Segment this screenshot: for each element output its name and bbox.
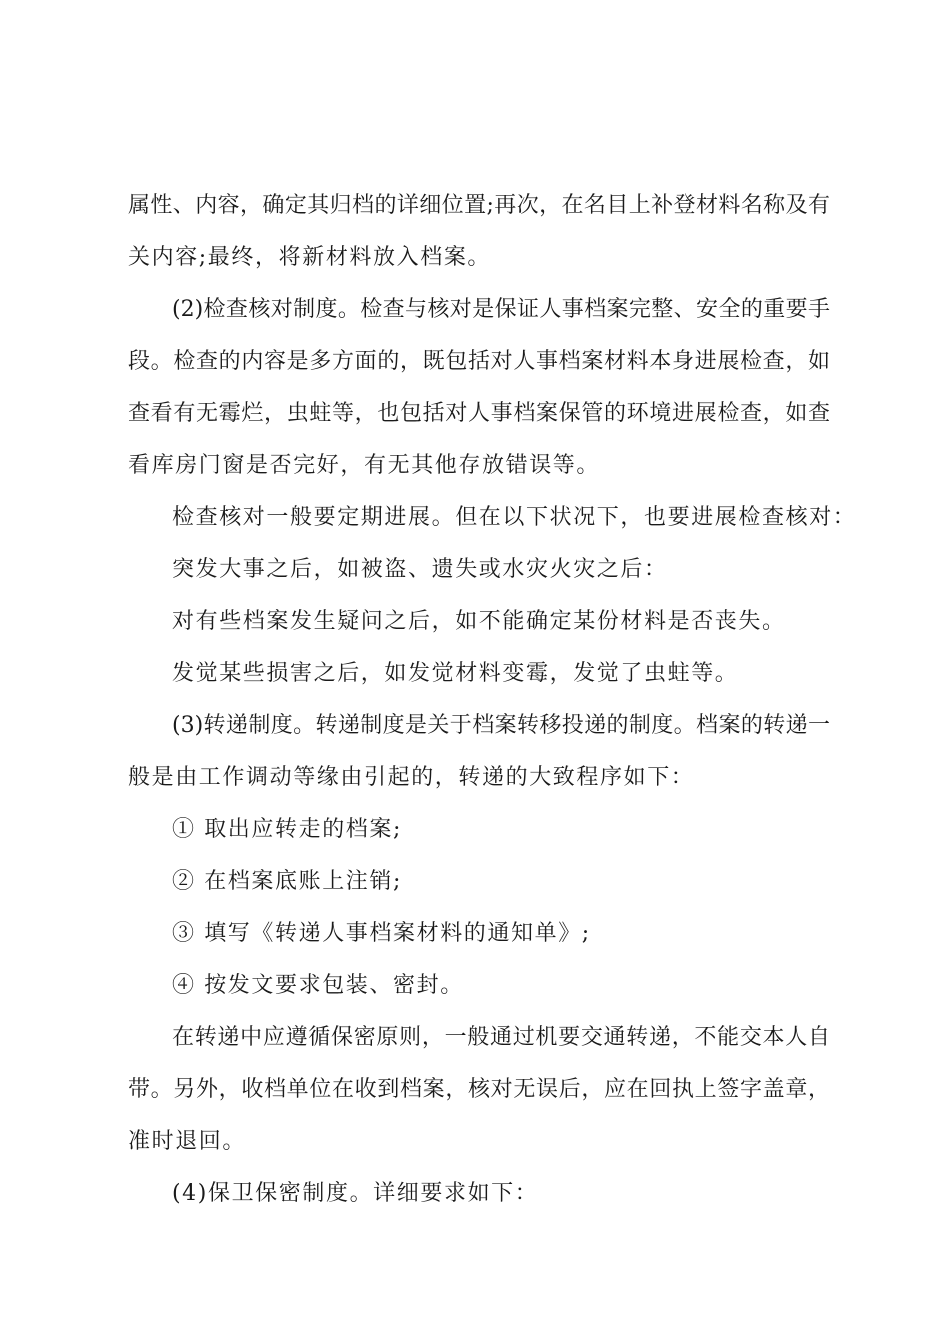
text-line: 属性、内容，确定其归档的详细位置;再次，在名目上补登材料名称及有 xyxy=(128,193,830,218)
text-line: 关内容;最终，将新材料放入档案。 xyxy=(128,245,492,270)
text-line: 段。检查的内容是多方面的，既包括对人事档案材料本身进展检查，如 xyxy=(128,349,830,374)
text-line: ① 取出应转走的档案; xyxy=(172,817,403,842)
text-line: ④ 按发文要求包装、密封。 xyxy=(172,973,464,998)
text-line: ② 在档案底账上注销; xyxy=(172,869,403,894)
text-line: ③ 填写《转递人事档案材料的通知单》; xyxy=(172,921,591,946)
text-line: 准时退回。 xyxy=(128,1129,247,1154)
text-line: 对有些档案发生疑问之后，如不能确定某份材料是否丧失。 xyxy=(172,609,786,634)
text-line: 突发大事之后，如被盗、遗失或水灾火灾之后： xyxy=(172,557,668,582)
text-line: 在转递中应遵循保密原则，一般通过机要交通转递，不能交本人自 xyxy=(172,1025,830,1050)
text-line: (4)保卫保密制度。详细要求如下： xyxy=(172,1181,539,1206)
text-line: 发觉某些损害之后，如发觉材料变霉，发觉了虫蛀等。 xyxy=(172,661,739,686)
text-line: (3)转递制度。转递制度是关于档案转移投递的制度。档案的转递一 xyxy=(172,713,830,738)
text-line: (2)检查核对制度。检查与核对是保证人事档案完整、安全的重要手 xyxy=(172,297,830,322)
text-line: 般是由工作调动等缘由引起的，转递的大致程序如下： xyxy=(128,765,695,790)
text-line: 看库房门窗是否完好，有无其他存放错误等。 xyxy=(128,453,601,478)
text-line: 检查核对一般要定期进展。但在以下状况下，也要进展检查核对： xyxy=(172,505,857,530)
text-line: 查看有无霉烂，虫蛀等，也包括对人事档案保管的环境进展检查，如查 xyxy=(128,401,830,426)
text-line: 带。另外，收档单位在收到档案，核对无误后，应在回执上签字盖章， xyxy=(128,1077,830,1102)
